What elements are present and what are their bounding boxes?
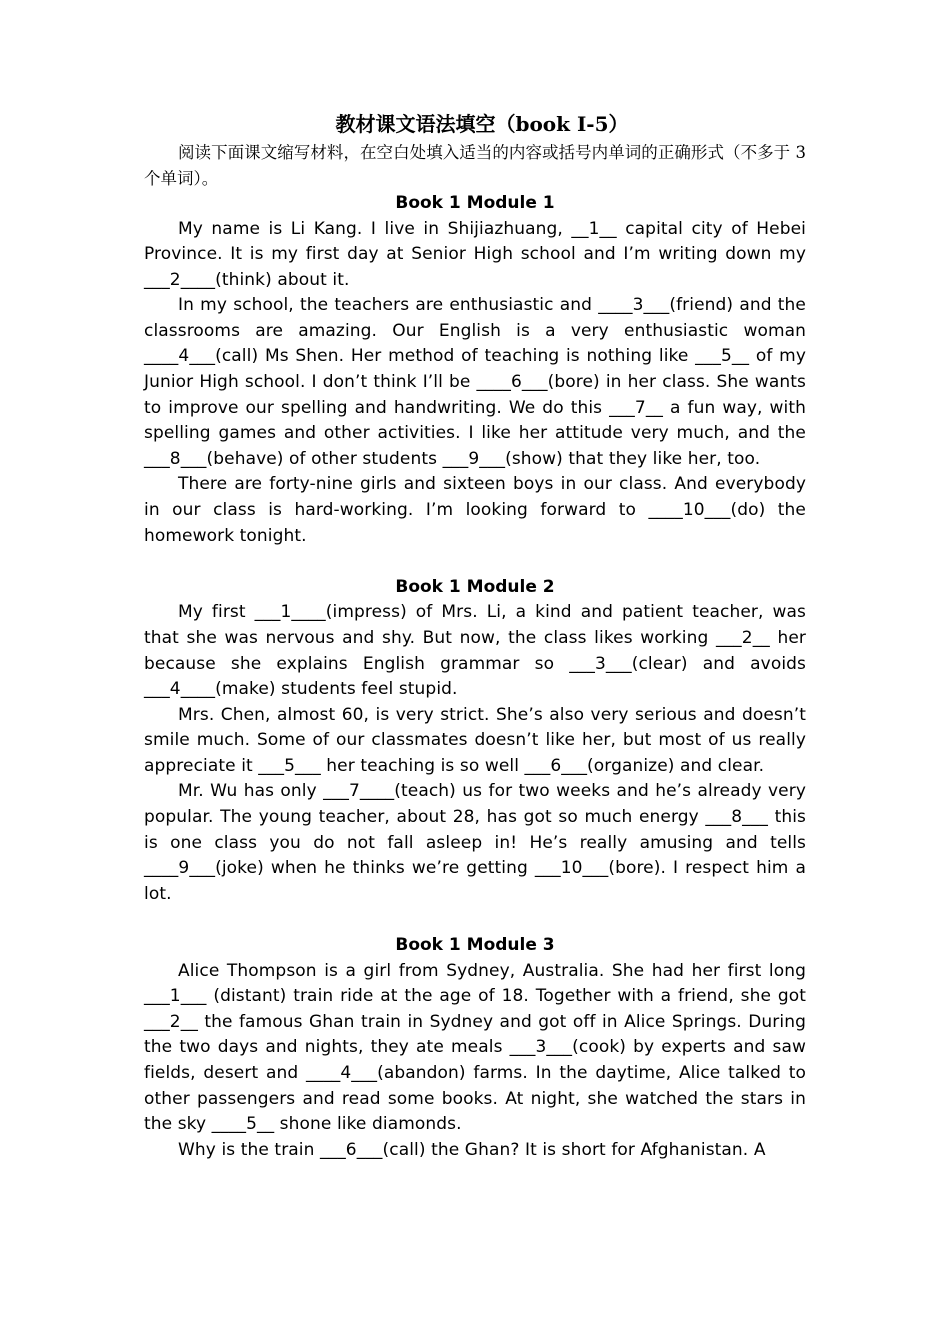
paragraph: My name is Li Kang. I live in Shijiazhuang, __1__ capital city of Hebei Province. It is my first day at Senior High school and I’m writing down my ___2____(think) about it. [144, 218, 806, 290]
module-section-2 [144, 575, 806, 908]
section-gap [144, 907, 806, 933]
document-page [144, 110, 806, 1163]
section-gap [144, 549, 806, 575]
module-heading: Book 1 Module 2 [395, 576, 555, 597]
paragraph: Alice Thompson is a girl from Sydney, Australia. She had her first long ___1___ (distant) train ride at the age of 18. Together with a friend, she got ___2__ the famous Ghan train in Sydney and got off in Alice Springs. During the two days and nights, they ate meals ___3___(cook) by experts and saw fields, desert and ____4___(abandon) farms. In the daytime, Alice talked to other passengers and read some books. At night, she watched the stars in the sky ____5__ shone like diamonds. [144, 960, 806, 1135]
paragraph: In my school, the teachers are enthusiastic and ____3___(friend) and the classrooms are amazing. Our English is a very enthusiastic woman ____4___(call) Ms Shen. Her method of teaching is nothing like ___5__ of my Junior High school. I don’t think I’ll be ____6___(bore) in her class. She wants to improve our spelling and handwriting. We do this ___7__ a fun way, with spelling games and other activities. I like her attitude very much, and the ___8___(behave) of other students ___9___(show) that they like her, too. [144, 295, 806, 469]
paragraph: Mr. Wu has only ___7____(teach) us for two weeks and he’s already very popular. The young teacher, about 28, has got so much energy ___8___ this is one class you do not fall asleep in! He’s really amusing and tells ____9___(joke) when he thinks we’re getting ___10___(bore). I respect him a lot. [144, 781, 806, 904]
module-heading: Book 1 Module 3 [395, 935, 555, 956]
paragraph: My first ___1____(impress) of Mrs. Li, a kind and patient teacher, was that she was nervous and shy. But now, the class likes working ___2__ her because she explains English grammar so ___3___(clear) and avoids ___4____(make) students feel stupid. [144, 602, 806, 700]
module-section-3 [144, 933, 806, 1163]
paragraph: There are forty-nine girls and sixteen boys in our class. And everybody in our class is hard-working. I’m looking forward to ____10___(do) the homework tonight. [144, 474, 806, 546]
paragraph: Mrs. Chen, almost 60, is very strict. She’s also very serious and doesn’t smile much. Some of our classmates doesn’t like her, but most of us really appreciate it ___5___ her teaching is so well ___6___(organize) and clear. [144, 704, 806, 776]
instruction-text: 阅读下面课文缩写材料，在空白处填入适当的内容或括号内单词的正确形式（不多于 3 个单词）。 [144, 143, 806, 188]
module-heading: Book 1 Module 1 [395, 193, 555, 213]
module-section-1 [144, 191, 806, 549]
document-title: 教材课文语法填空（book I-5） [335, 112, 629, 136]
paragraph: Why is the train ___6___(call) the Ghan? It is short for Afghanistan. A [178, 1139, 766, 1160]
